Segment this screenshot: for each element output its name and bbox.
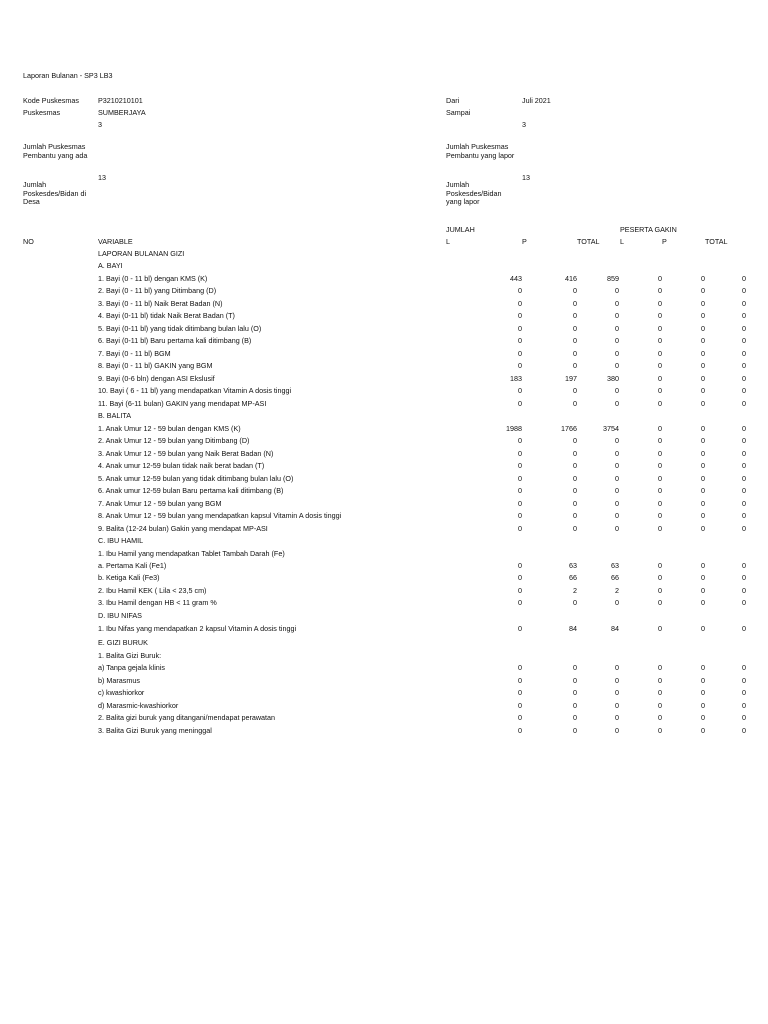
row-value: 0: [573, 461, 577, 471]
table-row: [0, 525, 768, 536]
row-value: 0: [742, 663, 746, 673]
row-value: 0: [701, 373, 705, 383]
row-value: 0: [573, 598, 577, 608]
row-label: b) Marasmus: [98, 675, 140, 685]
row-value: 0: [615, 348, 619, 358]
row-label: 1. Anak Umur 12 - 59 bulan dengan KMS (K): [98, 423, 241, 433]
row-value: 0: [518, 598, 522, 608]
row-value: 0: [573, 386, 577, 396]
row-value: 0: [701, 688, 705, 698]
row-label: 8. Bayi (0 - 11 bl) GAKIN yang BGM: [98, 361, 213, 371]
row-label: D. IBU NIFAS: [98, 610, 142, 620]
row-value: 0: [518, 523, 522, 533]
row-value: 0: [742, 386, 746, 396]
row-label: 1. Ibu Nifas yang mendapatkan 2 kapsul Vitamin A dosis tinggi: [98, 624, 297, 634]
row-value: 0: [518, 348, 522, 358]
row-value: 0: [701, 323, 705, 333]
row-value: 0: [701, 286, 705, 296]
row-value: 0: [701, 361, 705, 371]
row-label: 5. Bayi (0-11 bl) yang tidak ditimbang bulan lalu (O): [98, 323, 262, 333]
row-value: 0: [518, 386, 522, 396]
row-value: 0: [573, 298, 577, 308]
row-value: 0: [658, 688, 662, 698]
row-value: 0: [701, 436, 705, 446]
row-value: 0: [701, 561, 705, 570]
row-value: 0: [742, 573, 746, 583]
row-value: 0: [518, 323, 522, 333]
col-jumlah: JUMLAH: [446, 225, 475, 234]
row-value: 0: [573, 713, 577, 723]
row-value: 0: [701, 663, 705, 673]
row-label: 11. Bayi (6-11 bulan) GAKIN yang mendapat MP-ASI: [98, 398, 267, 408]
row-value: 0: [615, 298, 619, 308]
row-value: 0: [573, 311, 577, 321]
col-no: NO: [23, 237, 34, 246]
row-label: 6. Bayi (0-11 bl) Baru pertama kali ditimbang (B): [98, 336, 252, 346]
table-row: [0, 562, 768, 573]
row-value: 0: [615, 700, 619, 710]
row-value: 0: [615, 511, 619, 521]
pembantu-ada-value: 13: [98, 173, 106, 182]
table-row: [0, 512, 768, 523]
table-row: [0, 702, 768, 713]
row-value: 0: [701, 473, 705, 483]
row-value: 2: [615, 585, 619, 595]
row-value: 0: [658, 386, 662, 396]
row-label: LAPORAN BULANAN GIZI: [98, 249, 185, 258]
row-label: 8. Anak Umur 12 - 59 bulan yang mendapatkan kapsul Vitamin A dosis tinggi: [98, 511, 342, 521]
row-label: 3. Anak Umur 12 - 59 bulan yang Naik Berat Badan (N): [98, 448, 274, 458]
row-value: 0: [658, 486, 662, 496]
row-label: 7. Bayi (0 - 11 bl) BGM: [98, 348, 171, 358]
table-row: [0, 337, 768, 348]
table-row: [0, 275, 768, 286]
row-label: 1. Balita Gizi Buruk:: [98, 650, 162, 660]
row-value: 0: [742, 398, 746, 408]
table-row: [0, 487, 768, 498]
col-l: L: [446, 237, 450, 246]
row-value: 0: [518, 286, 522, 296]
row-value: 0: [701, 348, 705, 358]
row-value: 0: [615, 448, 619, 458]
table-row: [0, 574, 768, 585]
sampai-label: Sampai: [446, 108, 471, 117]
row-value: 0: [658, 498, 662, 508]
row-value: 0: [658, 461, 662, 471]
row-label: 10. Bayi ( 6 - 11 bl) yang mendapatkan Vitamin A dosis tinggi: [98, 386, 292, 396]
row-value: 0: [658, 336, 662, 346]
row-value: 0: [518, 473, 522, 483]
row-value: 0: [701, 423, 705, 433]
table-row: [0, 312, 768, 323]
kode-puskesmas-value: P3210210101: [98, 96, 143, 105]
col-l-gakin: L: [620, 237, 624, 246]
row-value: 0: [615, 713, 619, 723]
row-value: 0: [615, 688, 619, 698]
row-value: 0: [701, 585, 705, 595]
row-label: 3. Balita Gizi Buruk yang meninggal: [98, 725, 212, 735]
row-value: 380: [607, 373, 619, 383]
row-label: A. BAYI: [98, 261, 123, 271]
row-value: 0: [701, 498, 705, 508]
section-row: [0, 612, 768, 623]
row-label: E. GIZI BURUK: [98, 638, 148, 648]
row-value: 0: [742, 624, 746, 634]
row-value: 0: [658, 373, 662, 383]
row-value: 0: [742, 361, 746, 371]
row-value: 63: [611, 561, 619, 570]
pembantu-lapor-label: Jumlah Puskesmas Pembantu yang lapor: [446, 142, 515, 160]
row-value: 859: [607, 273, 619, 283]
row-value: 0: [701, 386, 705, 396]
row-value: 0: [658, 663, 662, 673]
kode-puskesmas-label: Kode Puskesmas: [23, 96, 79, 105]
row-label: 1. Ibu Hamil yang mendapatkan Tablet Tambah Darah (Fe): [98, 548, 285, 558]
section-row: [0, 652, 768, 663]
row-value: 0: [701, 624, 705, 634]
row-value: 0: [742, 286, 746, 296]
row-value: 0: [658, 448, 662, 458]
row-value: 0: [658, 323, 662, 333]
table-row: [0, 462, 768, 473]
row-value: 0: [658, 675, 662, 685]
row-value: 0: [518, 448, 522, 458]
row-value: 0: [701, 700, 705, 710]
row-value: 0: [518, 561, 522, 570]
row-value: 0: [573, 511, 577, 521]
row-value: 416: [565, 273, 577, 283]
row-label: b. Ketiga Kali (Fe3): [98, 573, 160, 583]
table-row: [0, 362, 768, 373]
row-value: 0: [701, 486, 705, 496]
row-value: 0: [742, 311, 746, 321]
row-value: 2: [573, 585, 577, 595]
row-value: 0: [742, 725, 746, 735]
row-value: 0: [658, 700, 662, 710]
col-variable: VARIABLE: [98, 237, 133, 246]
row-value: 0: [742, 713, 746, 723]
row-value: 0: [701, 713, 705, 723]
row-value: 0: [742, 448, 746, 458]
row-value: 0: [742, 675, 746, 685]
row-value: 0: [573, 448, 577, 458]
row-value: 0: [518, 688, 522, 698]
row-value: 0: [658, 624, 662, 634]
row-label: 1. Bayi (0 - 11 bl) dengan KMS (K): [98, 273, 208, 283]
table-row: [0, 727, 768, 738]
section-row: [0, 262, 768, 273]
table-row: [0, 475, 768, 486]
row-value: 0: [658, 436, 662, 446]
row-value: 0: [573, 473, 577, 483]
row-value: 0: [701, 675, 705, 685]
row-label: 2. Anak Umur 12 - 59 bulan yang Ditimbang (D): [98, 436, 250, 446]
row-value: 0: [615, 461, 619, 471]
row-value: 0: [518, 361, 522, 371]
row-value: 0: [573, 436, 577, 446]
row-value: 0: [518, 624, 522, 634]
row-value: 0: [615, 473, 619, 483]
dari-value: Juli 2021: [522, 96, 551, 105]
row-value: 0: [742, 598, 746, 608]
row-value: 0: [615, 725, 619, 735]
row-value: 0: [742, 700, 746, 710]
row-value: 84: [611, 624, 619, 634]
row-label: C. IBU HAMIL: [98, 536, 144, 546]
row-value: 0: [615, 523, 619, 533]
row-value: 0: [742, 373, 746, 383]
table-row: [0, 400, 768, 411]
row-value: 0: [573, 286, 577, 296]
row-value: 0: [742, 298, 746, 308]
dari-label: Dari: [446, 96, 460, 105]
row-value: 0: [701, 311, 705, 321]
row-value: 0: [518, 585, 522, 595]
row-value: 0: [573, 348, 577, 358]
row-value: 0: [658, 361, 662, 371]
row-value: 0: [742, 473, 746, 483]
row-value: 0: [742, 436, 746, 446]
row-value: 0: [518, 486, 522, 496]
row-value: 0: [573, 498, 577, 508]
table-row: [0, 599, 768, 610]
row-value: 183: [510, 373, 522, 383]
table-row: [0, 689, 768, 700]
row-value: 0: [742, 688, 746, 698]
row-label: a) Tanpa gejala klinis: [98, 663, 165, 673]
table-row: [0, 450, 768, 461]
row-value: 1766: [561, 423, 577, 433]
row-value: 0: [658, 523, 662, 533]
row-value: 66: [569, 573, 577, 583]
row-value: 0: [518, 713, 522, 723]
row-value: 0: [615, 436, 619, 446]
row-label: B. BALITA: [98, 411, 132, 421]
pembantu-ada-label: Jumlah Puskesmas Pembantu yang ada: [23, 142, 88, 160]
row-value: 0: [573, 361, 577, 371]
table-row: [0, 350, 768, 361]
row-value: 0: [658, 348, 662, 358]
table-row: [0, 375, 768, 386]
row-value: 0: [742, 561, 746, 570]
section-row: [0, 412, 768, 423]
row-label: a. Pertama Kali (Fe1): [98, 561, 167, 570]
row-label: 9. Balita (12-24 bulan) Gakin yang mendapat MP-ASI: [98, 523, 268, 533]
puskesmas-number: 3: [98, 120, 102, 129]
puskesmas-label: Puskesmas: [23, 108, 61, 117]
table-row: [0, 587, 768, 598]
pembantu-lapor-value: 13: [522, 173, 530, 182]
row-value: 0: [742, 336, 746, 346]
row-value: 0: [658, 273, 662, 283]
row-value: 0: [573, 523, 577, 533]
table-row: [0, 437, 768, 448]
row-value: 0: [573, 688, 577, 698]
row-value: 0: [701, 448, 705, 458]
col-total: TOTAL: [577, 237, 600, 246]
row-value: 0: [701, 598, 705, 608]
row-label: 7. Anak Umur 12 - 59 bulan yang BGM: [98, 498, 222, 508]
table-row: [0, 387, 768, 398]
col-peserta-gakin: PESERTA GAKIN: [620, 225, 677, 234]
row-value: 0: [658, 725, 662, 735]
row-value: 0: [658, 573, 662, 583]
row-value: 0: [615, 398, 619, 408]
table-row: [0, 677, 768, 688]
row-value: 0: [518, 663, 522, 673]
row-value: 0: [518, 311, 522, 321]
row-value: 0: [573, 700, 577, 710]
report-title: Laporan Bulanan - SP3 LB3: [23, 71, 113, 80]
row-value: 0: [701, 511, 705, 521]
row-value: 0: [658, 511, 662, 521]
row-value: 0: [615, 498, 619, 508]
row-label: 4. Anak umur 12-59 bulan tidak naik berat badan (T): [98, 461, 265, 471]
row-value: 0: [615, 386, 619, 396]
row-value: 0: [742, 461, 746, 471]
row-value: 66: [611, 573, 619, 583]
col-p: P: [522, 237, 527, 246]
row-value: 0: [518, 336, 522, 346]
col-total-gakin: TOTAL: [705, 237, 728, 246]
row-value: 0: [658, 311, 662, 321]
section-row: [0, 250, 768, 261]
row-label: 6. Anak umur 12-59 bulan Baru pertama kali ditimbang (B): [98, 486, 284, 496]
row-label: d) Marasmic-kwashiorkor: [98, 700, 179, 710]
row-value: 0: [573, 725, 577, 735]
row-value: 0: [615, 598, 619, 608]
row-value: 0: [701, 523, 705, 533]
row-value: 0: [658, 423, 662, 433]
row-value: 0: [701, 398, 705, 408]
row-label: 9. Bayi (0-6 bln) dengan ASI Ekslusif: [98, 373, 215, 383]
row-value: 0: [742, 323, 746, 333]
table-row: [0, 325, 768, 336]
row-value: 0: [701, 298, 705, 308]
row-value: 63: [569, 561, 577, 570]
row-value: 0: [518, 725, 522, 735]
row-value: 0: [615, 663, 619, 673]
row-value: 0: [573, 398, 577, 408]
row-value: 0: [518, 398, 522, 408]
row-value: 0: [518, 675, 522, 685]
table-row: [0, 287, 768, 298]
table-row: [0, 625, 768, 636]
row-value: 0: [615, 486, 619, 496]
row-value: 0: [701, 336, 705, 346]
row-value: 0: [615, 361, 619, 371]
table-row: [0, 500, 768, 511]
row-value: 0: [701, 461, 705, 471]
section-row: [0, 537, 768, 548]
row-value: 0: [658, 598, 662, 608]
row-value: 0: [518, 436, 522, 446]
row-label: 2. Balita gizi buruk yang ditangani/mendapat perawatan: [98, 713, 276, 723]
row-label: c) kwashiorkor: [98, 688, 145, 698]
table-row: [0, 714, 768, 725]
row-value: 0: [573, 323, 577, 333]
row-value: 0: [742, 348, 746, 358]
row-value: 0: [701, 273, 705, 283]
row-value: 0: [742, 486, 746, 496]
row-value: 0: [742, 523, 746, 533]
row-value: 0: [742, 273, 746, 283]
row-value: 84: [569, 624, 577, 634]
row-value: 1988: [506, 423, 522, 433]
row-value: 0: [658, 398, 662, 408]
row-value: 3754: [603, 423, 619, 433]
row-value: 0: [615, 311, 619, 321]
table-row: [0, 425, 768, 436]
row-value: 0: [518, 700, 522, 710]
poskesdes-lapor-label: Jumlah Poskesdes/Bidan yang lapor: [446, 180, 502, 207]
row-value: 0: [518, 498, 522, 508]
table-row: [0, 300, 768, 311]
row-label: 3. Bayi (0 - 11 bl) Naik Berat Badan (N): [98, 298, 223, 308]
puskesmas-value: SUMBERJAYA: [98, 108, 146, 117]
row-value: 0: [615, 336, 619, 346]
row-value: 0: [701, 573, 705, 583]
poskesdes-desa-label: Jumlah Poskesdes/Bidan di Desa: [23, 180, 87, 207]
row-value: 0: [658, 286, 662, 296]
row-value: 443: [510, 273, 522, 283]
table-row: [0, 664, 768, 675]
row-value: 0: [658, 561, 662, 570]
row-value: 0: [742, 498, 746, 508]
row-label: 2. Ibu Hamil KEK ( Lila < 23,5 cm): [98, 585, 207, 595]
section-row: [0, 639, 768, 650]
row-value: 0: [573, 663, 577, 673]
col-p-gakin: P: [662, 237, 667, 246]
row-label: 2. Bayi (0 - 11 bl) yang Ditimbang (D): [98, 286, 217, 296]
row-label: 5. Anak umur 12-59 bulan yang tidak ditimbang bulan lalu (O): [98, 473, 294, 483]
row-value: 0: [615, 286, 619, 296]
row-value: 197: [565, 373, 577, 383]
row-value: 0: [658, 473, 662, 483]
row-value: 0: [518, 573, 522, 583]
section-row: [0, 550, 768, 561]
row-value: 0: [658, 298, 662, 308]
row-label: 3. Ibu Hamil dengan HB < 11 gram %: [98, 598, 217, 608]
row-value: 0: [701, 725, 705, 735]
row-value: 0: [615, 323, 619, 333]
row-value: 0: [742, 511, 746, 521]
row-value: 0: [658, 713, 662, 723]
row-label: 4. Bayi (0-11 bl) tidak Naik Berat Badan (T): [98, 311, 235, 321]
row-value: 0: [573, 486, 577, 496]
row-value: 0: [615, 675, 619, 685]
sampai-number: 3: [522, 120, 526, 129]
row-value: 0: [518, 511, 522, 521]
row-value: 0: [742, 585, 746, 595]
row-value: 0: [518, 298, 522, 308]
row-value: 0: [518, 461, 522, 471]
row-value: 0: [742, 423, 746, 433]
row-value: 0: [573, 675, 577, 685]
row-value: 0: [573, 336, 577, 346]
row-value: 0: [658, 585, 662, 595]
